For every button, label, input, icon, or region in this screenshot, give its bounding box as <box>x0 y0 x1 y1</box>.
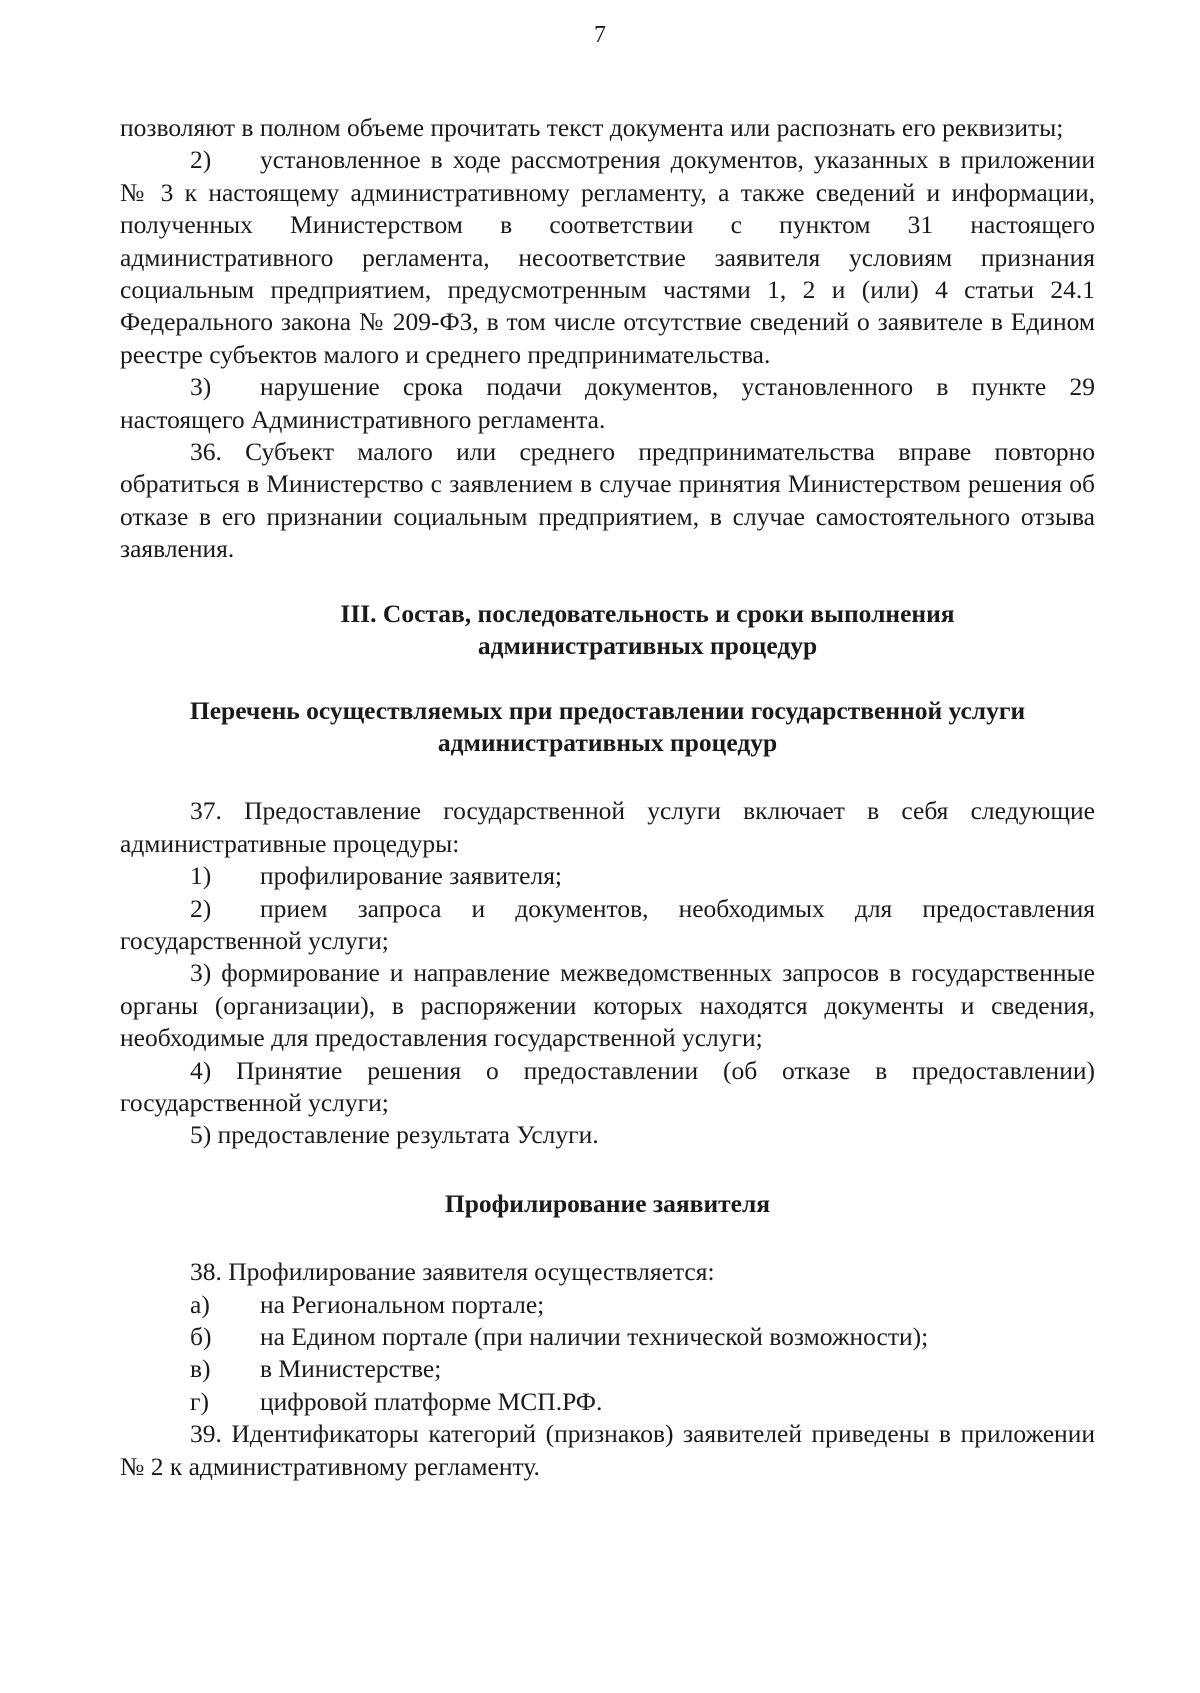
subsection-heading-line-2: административных процедур <box>437 727 778 757</box>
paragraph-37: 37. Предоставление государственной услуги включает в себя следующие административные процедуры: <box>120 796 1095 858</box>
procedure-item-1 <box>120 860 1095 892</box>
profiling-item-b <box>120 1321 1095 1353</box>
section-heading-line-1: III. Состав, последовательность и сроки выполнения <box>340 598 955 628</box>
procedure-item-2 <box>120 893 1095 958</box>
list-item-text: установленное в ходе рассмотрения документов, указанных в приложении № 3 к настоящему административному регламенту, а также сведений и информации, полученных Министерством в соответствии с пунктом 31 настоящего административного регламента, несоответствие заявителя условиям признания социальным предприятием, предусмотренным частями 1, 2 и (или) 4 статьи 24.1 Федерального закона № 209-ФЗ, в том числе отсутствие сведений о заявителе в Едином реестре субъектов малого и среднего предпринимательства. <box>120 145 1095 369</box>
procedure-item-3: 3) формирование и направление межведомственных запросов в государственные органы (организации), в распоряжении которых находятся документы и сведения, необходимые для предоставления государственной услуги; <box>120 958 1095 1053</box>
list-item-number: а) <box>190 1289 210 1319</box>
list-item-text: цифровой платформе МСП.РФ. <box>260 1386 603 1416</box>
profiling-heading: Профилирование заявителя <box>444 1188 771 1218</box>
list-item-number: 2) <box>190 145 212 175</box>
profiling-item-v <box>120 1353 1095 1385</box>
list-item-text: прием запроса и документов, необходимых для предоставления государственной услуги; <box>120 893 1095 955</box>
list-item-text: нарушение срока подачи документов, установленного в пункте 29 настоящего Административного регламента. <box>120 372 1095 434</box>
list-item-number: г) <box>190 1386 209 1416</box>
list-item-3 <box>120 371 1095 436</box>
list-item-number: в) <box>190 1354 211 1384</box>
list-item-text: профилирование заявителя; <box>260 861 563 891</box>
paragraph-36: 36. Субъект малого или среднего предпринимательства вправе повторно обратиться в Министерство с заявлением в случае принятия Министерством решения об отказе в его признании социальным предприятием, в случае самостоятельного отзыва заявления. <box>120 437 1095 564</box>
subsection-heading-line-1: Перечень осуществляемых при предоставлении государственной услуги <box>189 695 1026 725</box>
profiling-item-a <box>120 1289 1095 1321</box>
profiling-item-g <box>120 1386 1095 1418</box>
paragraph-38: 38. Профилирование заявителя осуществляется: <box>190 1257 715 1287</box>
list-item-number: 1) <box>190 861 212 891</box>
page-number: 7 <box>594 22 606 48</box>
subsection-heading <box>120 695 1095 760</box>
section-heading <box>120 598 1095 663</box>
paragraph-39: 39. Идентификаторы категорий (признаков) заявителей приведены в приложении № 2 к административному регламенту. <box>120 1419 1095 1481</box>
procedure-item-5: 5) предоставление результата Услуги. <box>190 1120 599 1150</box>
procedure-item-4: 4) Принятие решения о предоставлении (об отказе в предоставлении) государственной услуги; <box>120 1055 1095 1117</box>
list-item-number: 2) <box>190 893 212 923</box>
list-item-2 <box>120 144 1095 371</box>
list-item-number: б) <box>190 1322 212 1351</box>
section-heading-line-2: административных процедур <box>477 631 818 661</box>
document-body <box>120 112 1095 1483</box>
paragraph-continuation: позволяют в полном объеме прочитать текст документа или распознать его реквизиты; <box>120 113 1064 142</box>
list-item-text: на Едином портале (при наличии технической возможности); <box>260 1322 929 1351</box>
list-item-text: в Министерстве; <box>260 1354 442 1384</box>
list-item-number: 3) <box>190 372 212 402</box>
list-item-text: на Региональном портале; <box>260 1289 545 1319</box>
